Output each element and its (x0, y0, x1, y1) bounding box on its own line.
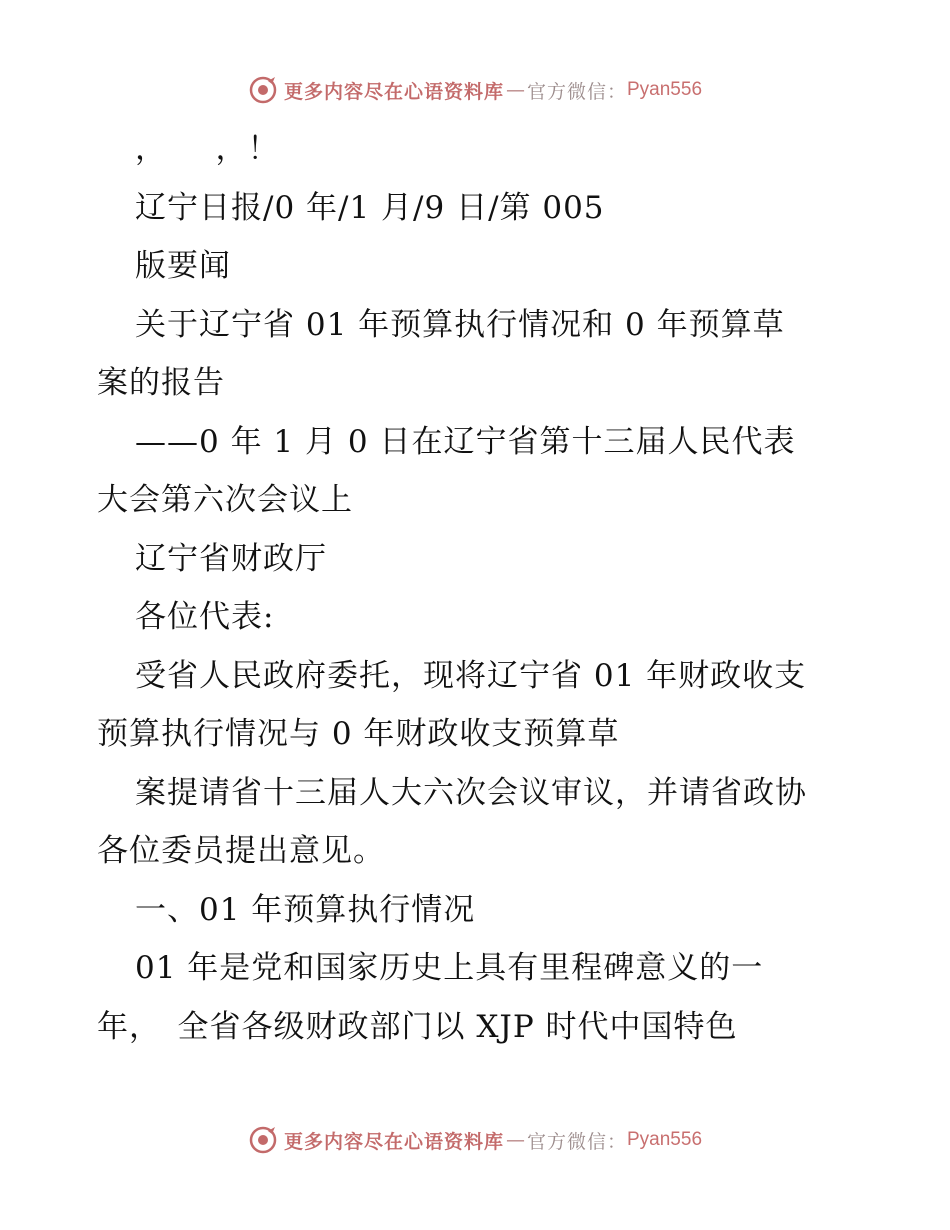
document-line: ——0 年 1 月 0 日在辽宁省第十三届人民代表 (135, 423, 796, 460)
watermark-header (0, 70, 950, 110)
watermark-footer (0, 1120, 950, 1160)
document-line: 01 年是党和国家历史上具有里程碑意义的一 (135, 950, 764, 986)
document-line: 预算执行情况与 0 年财政收支预算草 (97, 716, 620, 752)
watermark-wechat-id: Pyan556 (627, 1129, 703, 1150)
watermark-label: 官方微信： (526, 80, 627, 103)
document-body (97, 120, 857, 1056)
document-line: 辽宁日报/0 年/1 月/9 日/第 005 (135, 189, 605, 226)
document-line: 年， 全省各级财政部门以 XJP 时代中国特色 (97, 1008, 738, 1045)
document-line: 关于辽宁省 01 年预算执行情况和 0 年预算草 (135, 306, 785, 343)
pen-logo-icon (248, 1125, 278, 1155)
watermark-label: 官方微信： (526, 1130, 627, 1153)
watermark-separator: — (505, 1129, 525, 1151)
document-line: 一、01 年预算执行情况 (135, 891, 476, 928)
watermark-brand: 更多内容尽在心语资料库 (283, 1130, 504, 1153)
watermark-separator: — (505, 79, 525, 101)
document-line: 案提请省十三届人大六次会议审议，并请省政协 (135, 774, 807, 811)
pen-logo-icon (248, 75, 278, 105)
watermark-brand: 更多内容尽在心语资料库 (283, 80, 504, 103)
document-line: 受省人民政府委托，现将辽宁省 01 年财政收支 (135, 657, 807, 694)
document-line: ， ，！ (135, 131, 280, 167)
document-line: 辽宁省财政厅 (135, 540, 327, 577)
watermark-wechat-id: Pyan556 (627, 79, 703, 100)
document-line: 案的报告 (97, 365, 225, 401)
document-line: 大会第六次会议上 (97, 482, 353, 518)
document-line: 各位代表: (135, 599, 275, 635)
document-line: 各位委员提出意见。 (97, 833, 385, 869)
document-line: 版要闻 (135, 248, 231, 284)
